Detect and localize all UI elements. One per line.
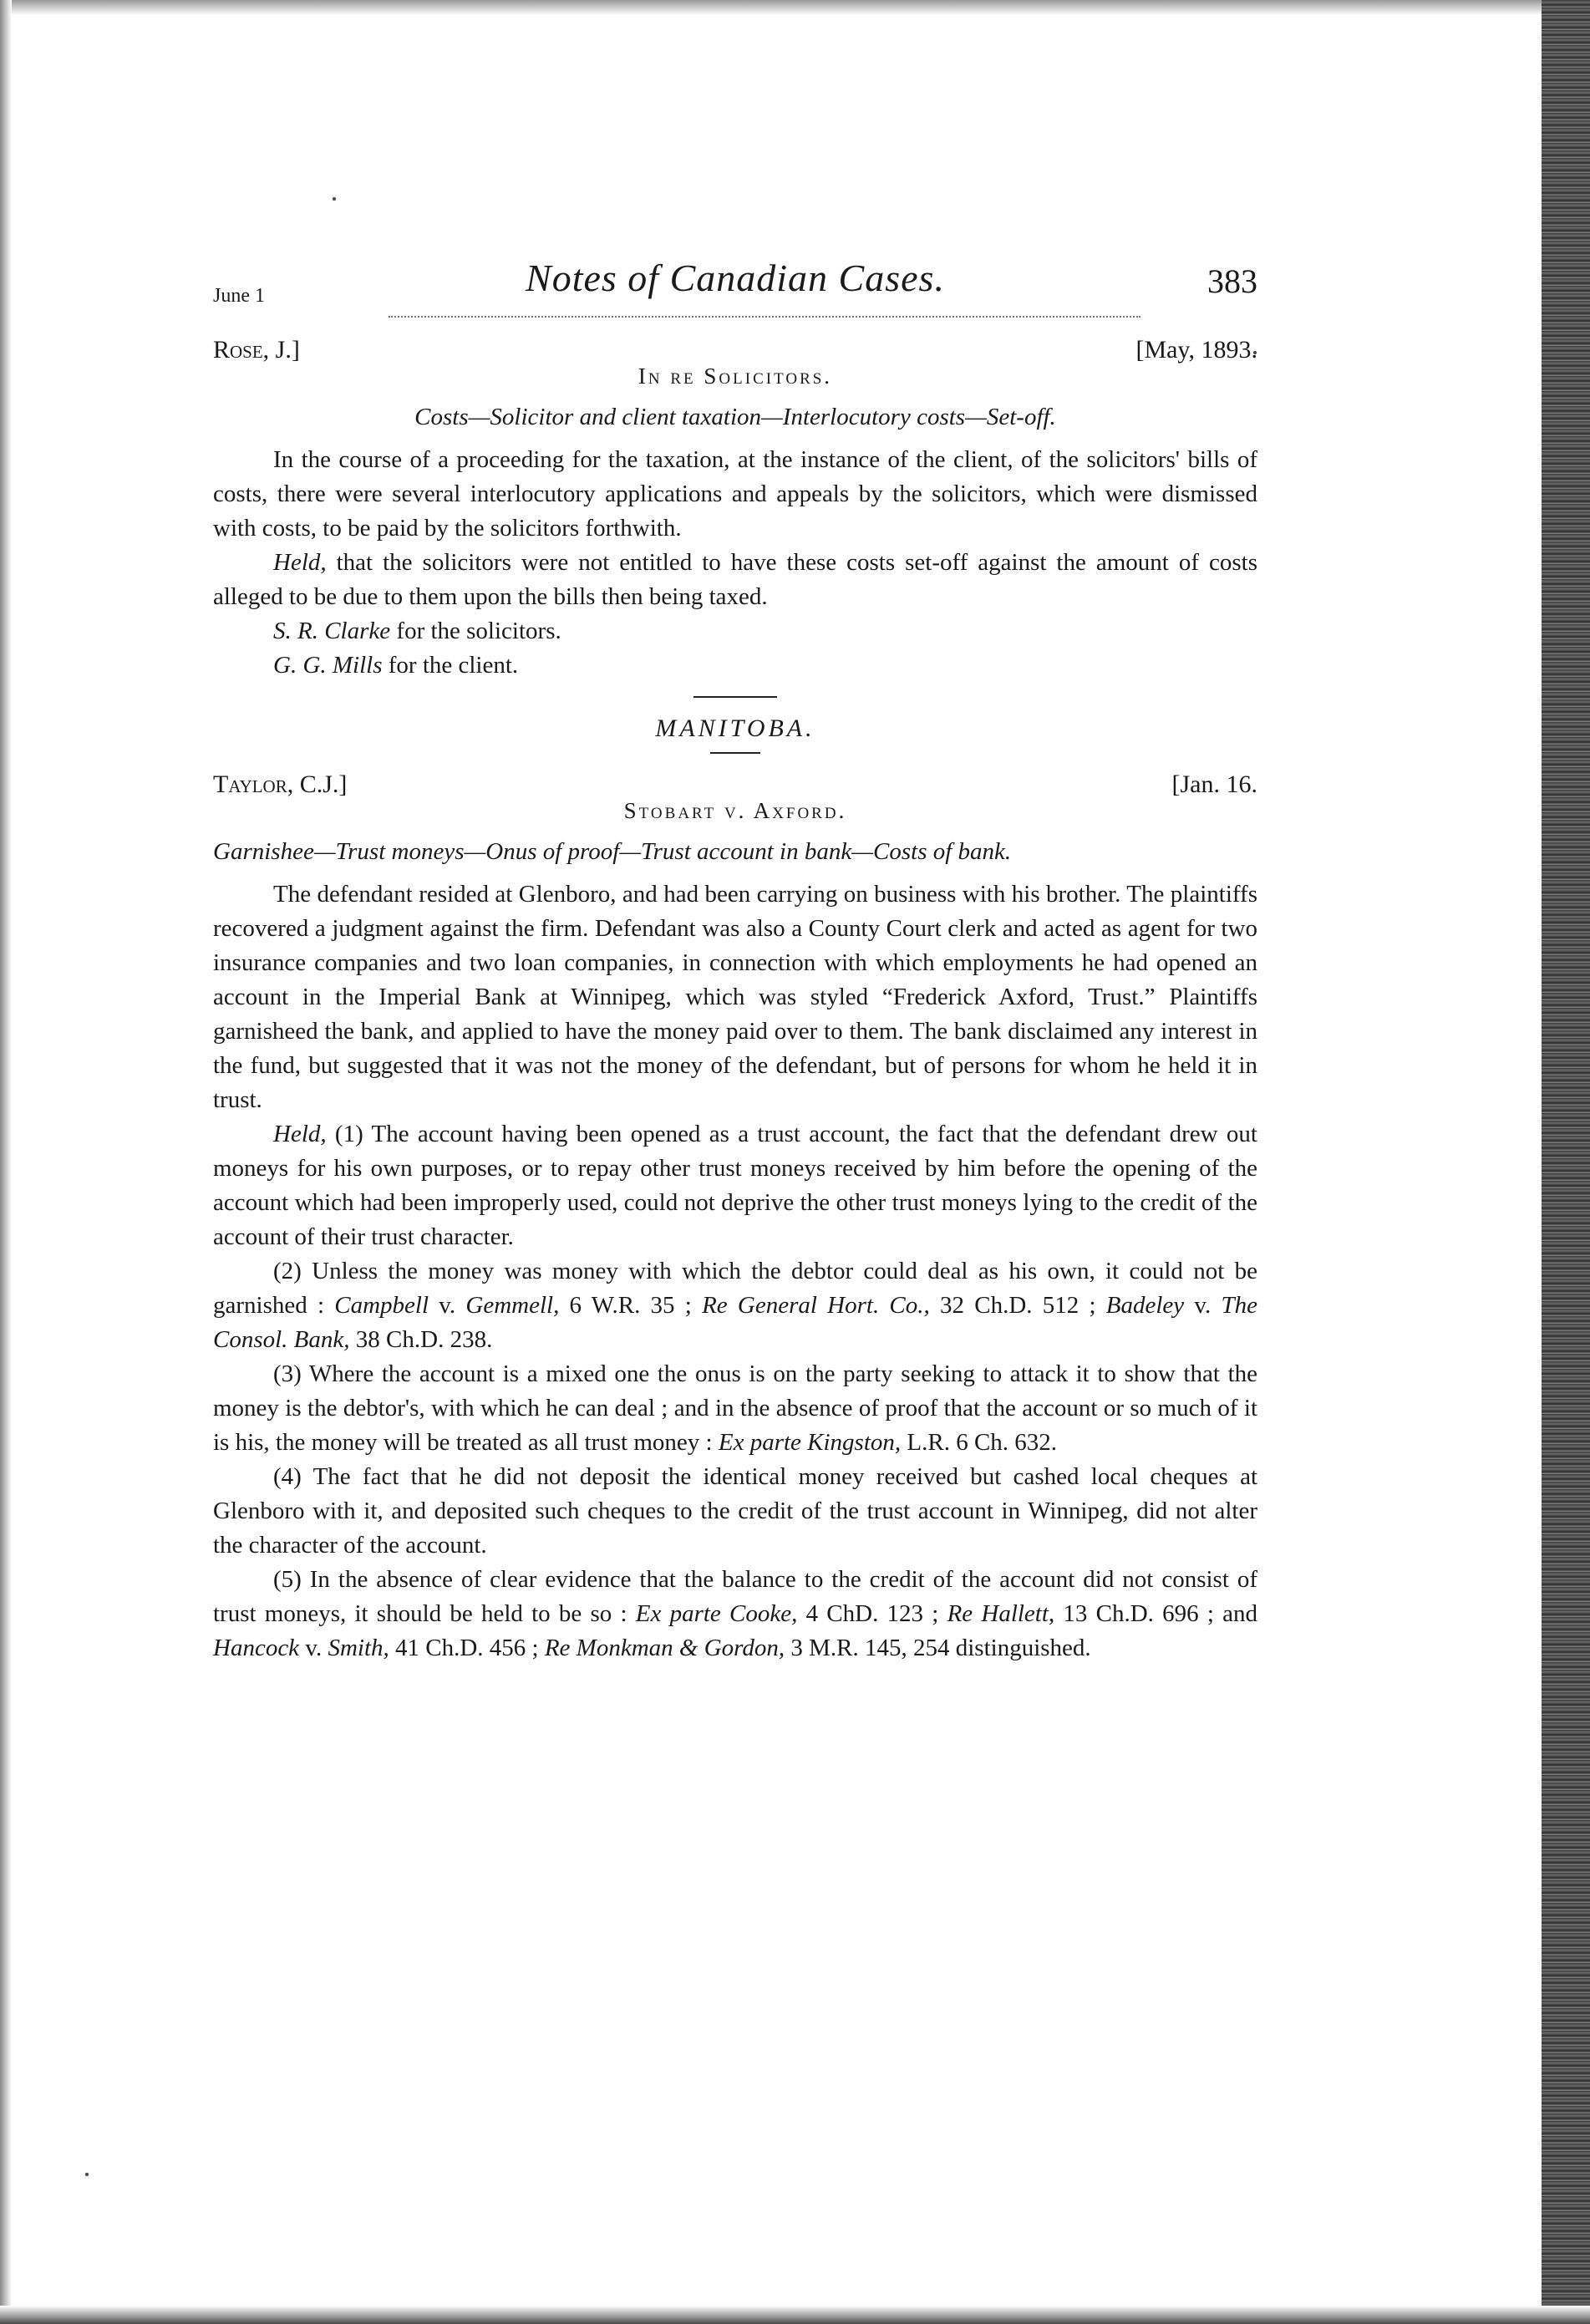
scan-edge-left (0, 0, 12, 2324)
case-paragraph: The defendant resided at Glenboro, and had been carrying on business with his brother. The plaintiffs recovered a judgment against the firm. Defendant was also a County Court clerk and acted as agent for two insurance companies and two loan companies, in connection with which employments he had opened an account in the Imperial Bank at Winnipeg, which was styled “Frederick Axford, Trust.” Plaintiffs garnisheed the bank, and applied to have the money paid over to them. The bank disclaimed any interest in the fund, but suggested that it was not the money of the defendant, but of persons for whom he held it in trust. (213, 881, 1257, 1113)
header-rule (389, 316, 1140, 318)
journal-section-title: Notes of Canadian Cases. (526, 257, 945, 299)
scan-speck (333, 197, 336, 201)
province-heading: MANITOBA. (655, 714, 815, 742)
page-number: 383 (1207, 262, 1257, 300)
running-head (213, 257, 1257, 318)
case-name: In re Solicitors. (638, 364, 833, 389)
case-date: [May, 1893. (1135, 336, 1257, 364)
case-date: [Jan. 16. (1171, 770, 1257, 798)
case-name: Stobart v. Axford. (623, 798, 847, 823)
scan-edge-top (0, 0, 1590, 15)
scan-edge-bottom (0, 2306, 1590, 2324)
scan-speck (85, 2173, 89, 2176)
issue-date: June 1 (213, 285, 265, 307)
counsel-line: S. R. Clarke for the solicitors. (273, 618, 561, 644)
holding-paragraph-2: (2) Unless the money was money with which the debtor could deal as his own, it could not be garnished : Campbell v. Gemmell, 6 W.R. 35 ; Re General Hort. Co., 32 Ch.D. 512 ; Badeley v. The Consol. Bank, 38 Ch.D. 238. (213, 1258, 1257, 1353)
case-headnote: Costs—Solicitor and client taxation—Interlocutory costs—Set-off. (414, 404, 1056, 430)
judge-name: Taylor, C.J.] (213, 770, 348, 798)
section-divider (710, 752, 760, 754)
section-divider (693, 696, 777, 698)
held-paragraph: Held, that the solicitors were not entitled to have these costs set-off against the amount of costs alleged to be due to them upon the bills then being taxed. (213, 549, 1257, 610)
counsel-line: G. G. Mills for the client. (273, 652, 519, 679)
document-page (213, 257, 1257, 1665)
case-header-row (213, 333, 1257, 369)
case-header-row (213, 767, 1257, 804)
holding-paragraph-5: (5) In the absence of clear evidence that the balance to the credit of the account did not consist of trust moneys, it should be held to be so : Ex parte Cooke, 4 ChD. 123 ; Re Hallett, 13 Ch.D. 696 ; and Hancock v. Smith, 41 Ch.D. 456 ; Re Monkman & Gordon, 3 M.R. 145, 254 distinguished. (213, 1566, 1257, 1661)
judge-name: Rose, J.] (213, 336, 300, 364)
case-paragraph: In the course of a proceeding for the taxation, at the instance of the client, of the solicitors' bills of costs, there were several interlocutory applications and appeals by the solicitors, which were dismissed with costs, to be paid by the solicitors forthwith. (213, 446, 1257, 542)
holding-paragraph-4: (4) The fact that he did not deposit the identical money received but cashed local cheques at Glenboro with it, and deposited such cheques to the credit of the trust account in Winnipeg, did not alter the character of the account. (213, 1463, 1257, 1559)
case-headnote: Garnishee—Trust moneys—Onus of proof—Trust account in bank—Costs of bank. (213, 838, 1012, 865)
scan-edge-right (1542, 0, 1590, 2324)
holding-paragraph-3: (3) Where the account is a mixed one the onus is on the party seeking to attack it to show that the money is the debtor's, with which he can deal ; and in the absence of proof that the account or so much of it is his, the money will be treated as all trust money : Ex parte Kingston, L.R. 6 Ch. 632. (213, 1360, 1257, 1456)
held-paragraph: Held, (1) The account having been opened as a trust account, the fact that the defendant drew out moneys for his own purposes, or to repay other trust moneys received by him before the opening of the account which had been improperly used, could not deprive the other trust moneys lying to the credit of the account of their trust character. (213, 1121, 1257, 1250)
